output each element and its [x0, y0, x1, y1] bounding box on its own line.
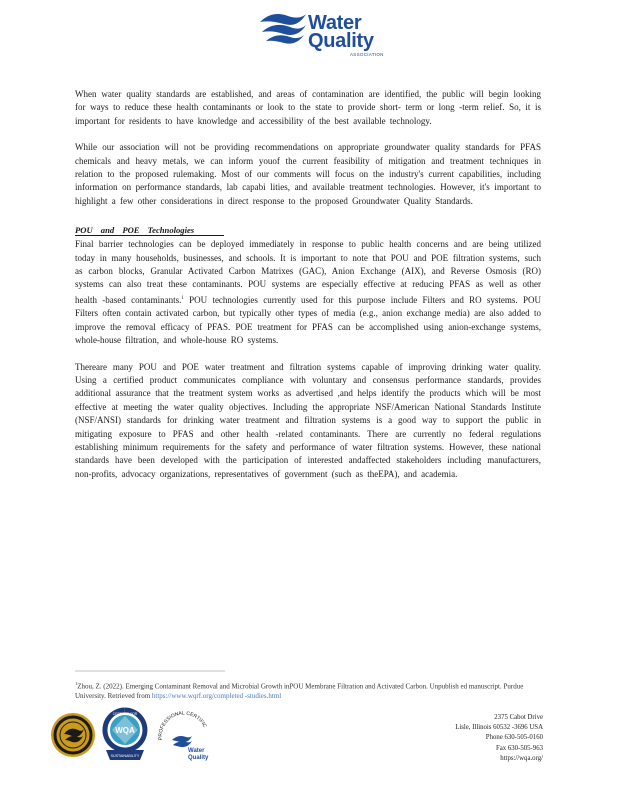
wqa-logo [258, 8, 388, 60]
pro-cert-word-water: Water [188, 748, 205, 754]
footnote-divider [75, 670, 541, 672]
letter-body [75, 88, 541, 481]
address-city: Lisle, Illinois 60532 -3696 USA [455, 724, 543, 732]
wave-icon [258, 8, 308, 48]
paragraph-certification: Thereare many POU and POE water treatment and filtration systems capable of improving drinking water quality. Using a certified product communicates compliance with voluntary and consensus performance standards, provides additional assurance that the treatment system works as advertised ,and helps identify the products which will be most effective at meeting the water quality objectives. Including the appropriate NSF/American National Standards Institute (NSF/ANSI) standards for drinking water treatment and filtration systems is a good way to support the public in mitigating exposure to PFAS and other health -related contaminants. There are currently no federal regulations establishing minimum requirements for the safety and performance of water filtration systems. However, these national standards have been developed with the participation of interested andaffected stakeholders including manufacturers, non-profits, advocacy organizations, representatives of government (such as theEPA), and academia. [75, 361, 541, 479]
svg-text:PROFESSIONAL CERTIFICATION [154, 706, 208, 740]
sustainability-badge-icon [102, 706, 148, 764]
logo-word-association: ASSOCIATION [350, 52, 384, 57]
paragraph-association: While our association will not be providing recommendations on appropriate groundwater quality standards for PFAS chemicals and heavy metals, we can inform youof the current feasibility of mitigation and treatment techniques in relation to the proposed rulemaking. Most of our comments will focus on the industry's current capabilities, including information on performance standards, lab capabi lities, and available treatment technologies. However, it's important to highlight a few other considerations in direct response to the proposed Groundwater Quality Standards. [75, 142, 541, 206]
logo-word-quality: Quality [308, 30, 374, 52]
paragraph-pou-poe-part2: POU technologies currently used for this purpose include Filters and RO systems. POU Filters often contain activated carbon, but typically other types of media (e.g., anion exchange media) are also added to improve the removal efficacy of PFAS. POE treatment for PFAS can be accomplished using anion-exchange systems, whole-house filtration, and whole-house RO systems. [75, 294, 541, 346]
section-heading: POU and POE Technologies [75, 225, 224, 236]
address-website[interactable]: https://wqa.org/ [500, 754, 543, 762]
footnote-text: Zhou, Z. (2022). Emerging Contaminant Removal and Microbial Growth inPOU Membrane Filtration and Activated Carbon. Unpublish ed manuscript. Purdue University. Retrieved from [75, 682, 524, 700]
address-fax: Fax 630-505-963 [495, 744, 543, 752]
footnote [75, 679, 555, 701]
paragraph-intro: When water quality standards are established, and areas of contamination are identified, the public will begin looking for ways to reduce these health contaminants or look to the state to provide short- term or long -term relief. So, it is important for residents to have knowledge and accessibility of the best available technology. [75, 89, 541, 126]
address-phone: Phone 630-505-0160 [485, 734, 543, 742]
sustainability-badge-label: SUSTAINABILITY [110, 754, 140, 758]
footnote-link[interactable]: https://www.wqrf.org/completed -studies.html [151, 691, 282, 700]
paragraph-pou-poe-part1: Final barrier technologies can be deployed immediately in response to public health concerns and are being utilized today in many households, businesses, and schools. It is important to note that POU and POE filtration systems, such as carbon blocks, Granular Activated Carbon Matrixes (GAC), Anion Exchange (AIX), and Reverse Osmosis (RO) systems can also treat these contaminants. POU systems are especially effective at reducing PFAS as well as other health -based contaminants. [75, 239, 541, 305]
pro-cert-word-quality: Quality [188, 755, 209, 761]
address-block [455, 713, 543, 764]
address-street: 2375 Cabot Drive [494, 714, 543, 721]
logo-word-water: Water [308, 12, 362, 34]
professional-certification-icon [154, 706, 210, 764]
paragraph-pou-poe [75, 238, 541, 347]
sustainability-badge-center: WQA [115, 726, 135, 735]
gold-seal-icon [50, 712, 96, 758]
footnote-number: 1 [75, 681, 78, 686]
sustainability-badge-top: CERTIFIED FOR [112, 712, 138, 716]
professional-certification-arc: PROFESSIONAL CERTIFIC [157, 710, 208, 741]
footnote-reference: 1 [181, 295, 184, 301]
